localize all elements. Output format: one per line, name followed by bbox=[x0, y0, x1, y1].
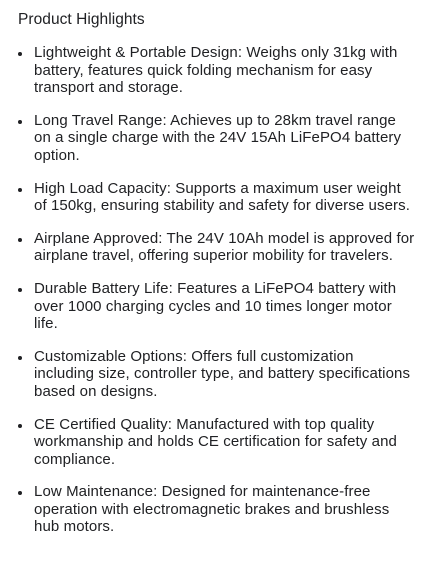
highlight-item bbox=[18, 44, 417, 97]
section-title: Product Highlights bbox=[18, 11, 145, 28]
highlight-text: High Load Capacity: Supports a maximum user weight of 150kg, ensuring stability and safety for diverse users. bbox=[34, 179, 410, 215]
highlight-text: CE Certified Quality: Manufactured with top quality workmanship and holds CE certification for safety and compliance. bbox=[34, 415, 397, 468]
highlight-text: Customizable Options: Offers full customization including size, controller type, and battery specifications based on designs. bbox=[34, 347, 411, 400]
highlight-text: Low Maintenance: Designed for maintenance-free operation with electromagnetic brakes and brushless hub motors. bbox=[34, 483, 390, 536]
highlight-item bbox=[18, 180, 417, 215]
highlight-item bbox=[18, 280, 417, 333]
bullet-dot-icon bbox=[18, 238, 22, 242]
bullet-dot-icon bbox=[18, 120, 22, 124]
bullet-dot-icon bbox=[18, 491, 22, 495]
highlight-text: Airplane Approved: The 24V 10Ah model is approved for airplane travel, offering superior mobility for travelers. bbox=[34, 229, 415, 265]
highlight-text: Lightweight & Portable Design: Weighs only 31kg with battery, features quick folding mechanism for easy transport and storage. bbox=[34, 44, 398, 97]
highlight-text: Long Travel Range: Achieves up to 28km travel range on a single charge with the 24V 15Ah LiFePO4 battery option. bbox=[34, 111, 402, 164]
bullet-dot-icon bbox=[18, 424, 22, 428]
highlight-item bbox=[18, 348, 417, 401]
bullet-dot-icon bbox=[18, 288, 22, 292]
bullet-dot-icon bbox=[18, 356, 22, 360]
highlight-item bbox=[18, 230, 417, 265]
bullet-dot-icon bbox=[18, 188, 22, 192]
highlight-item bbox=[18, 483, 417, 536]
highlights-list bbox=[18, 44, 417, 536]
highlight-item bbox=[18, 112, 417, 165]
bullet-dot-icon bbox=[18, 52, 22, 56]
highlight-text: Durable Battery Life: Features a LiFePO4 battery with over 1000 charging cycles and 10 times longer motor life. bbox=[34, 279, 397, 333]
highlight-item bbox=[18, 416, 417, 469]
